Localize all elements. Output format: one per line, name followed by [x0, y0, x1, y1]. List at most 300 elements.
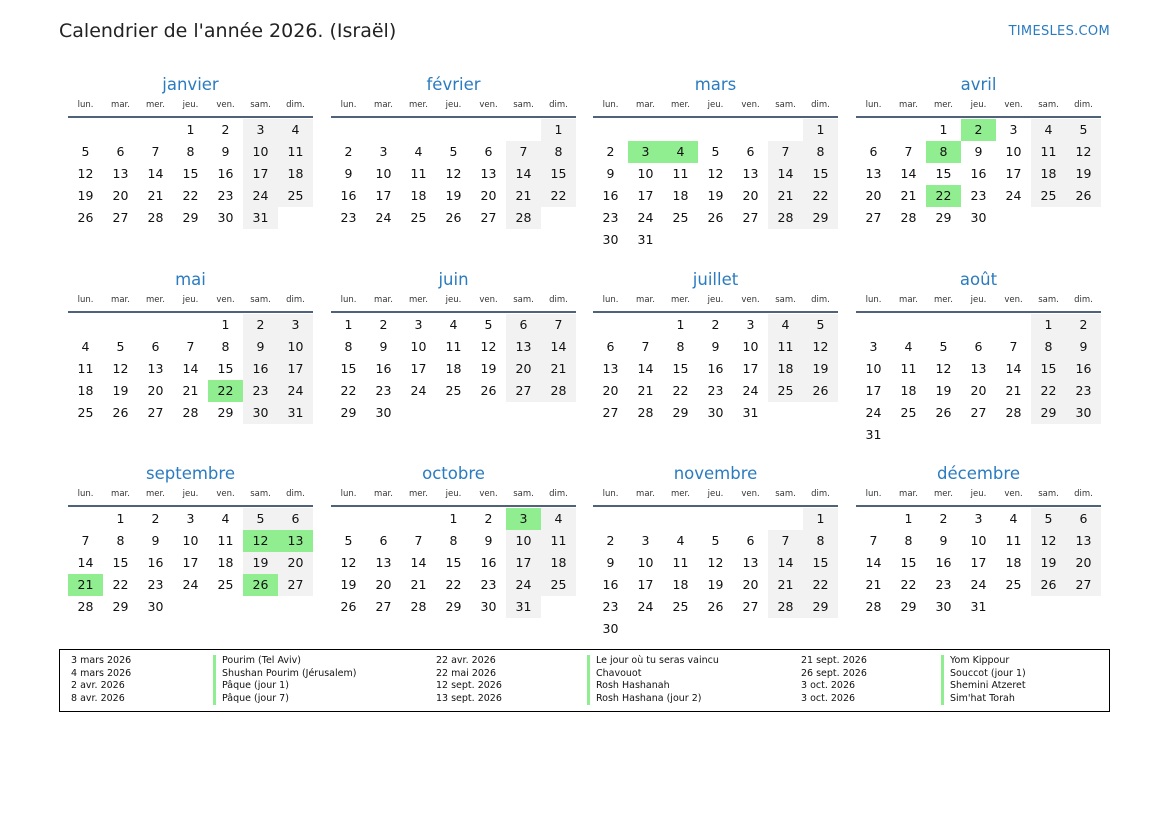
day-cell[interactable]: 10	[375, 166, 392, 181]
day-cell[interactable]: 27	[865, 210, 882, 225]
day-cell[interactable]: 16	[602, 188, 619, 203]
day-cell[interactable]: 13	[742, 555, 759, 570]
day-cell[interactable]: 3	[974, 511, 983, 526]
day-cell[interactable]: 9	[243, 336, 278, 358]
day-cell[interactable]: 15	[935, 166, 952, 181]
day-cell[interactable]: 30	[217, 210, 234, 225]
day-cell[interactable]: 13	[506, 336, 541, 358]
day-cell[interactable]: 7	[81, 533, 90, 548]
day-cell[interactable]: 20	[375, 577, 392, 592]
day-cell[interactable]: 8	[344, 339, 353, 354]
day-cell[interactable]: 9	[711, 339, 720, 354]
day-cell[interactable]: 8	[449, 533, 458, 548]
day-cell[interactable]: 2	[939, 511, 948, 526]
day-cell[interactable]: 29	[672, 405, 689, 420]
day-cell[interactable]: 15	[112, 555, 129, 570]
day-cell[interactable]: 23	[375, 383, 392, 398]
day-cell[interactable]: 10	[182, 533, 199, 548]
day-cell[interactable]: 26	[243, 574, 278, 596]
day-cell[interactable]: 2	[484, 511, 493, 526]
day-cell[interactable]: 13	[742, 166, 759, 181]
day-cell[interactable]: 8	[541, 141, 576, 163]
day-cell[interactable]: 16	[707, 361, 724, 376]
day-cell[interactable]: 25	[278, 185, 313, 207]
day-cell[interactable]: 7	[869, 533, 878, 548]
day-cell[interactable]: 28	[768, 596, 803, 618]
day-cell[interactable]: 18	[410, 188, 427, 203]
day-cell[interactable]: 11	[77, 361, 94, 376]
day-cell[interactable]: 11	[900, 361, 917, 376]
day-cell[interactable]: 23	[480, 577, 497, 592]
day-cell[interactable]: 11	[768, 336, 803, 358]
day-cell[interactable]: 25	[900, 405, 917, 420]
day-cell[interactable]: 26	[445, 210, 462, 225]
day-cell[interactable]: 21	[865, 577, 882, 592]
day-cell[interactable]: 20	[147, 383, 164, 398]
day-cell[interactable]: 25	[77, 405, 94, 420]
day-cell[interactable]: 6	[151, 339, 160, 354]
day-cell[interactable]: 22	[803, 185, 838, 207]
day-cell[interactable]: 2	[606, 533, 615, 548]
day-cell[interactable]: 17	[637, 188, 654, 203]
day-cell[interactable]: 18	[1005, 555, 1022, 570]
day-cell[interactable]: 7	[1009, 339, 1018, 354]
day-cell[interactable]: 4	[414, 144, 423, 159]
day-cell[interactable]: 18	[1031, 163, 1066, 185]
day-cell[interactable]: 27	[602, 405, 619, 420]
day-cell[interactable]: 1	[449, 511, 458, 526]
site-link[interactable]: TIMESLES.COM	[1008, 24, 1110, 39]
day-cell[interactable]: 16	[147, 555, 164, 570]
day-cell[interactable]: 23	[147, 577, 164, 592]
day-cell[interactable]: 18	[900, 383, 917, 398]
day-cell[interactable]: 5	[803, 314, 838, 336]
day-cell[interactable]: 5	[116, 339, 125, 354]
day-cell[interactable]: 14	[182, 361, 199, 376]
day-cell[interactable]: 12	[243, 530, 278, 552]
day-cell[interactable]: 8	[904, 533, 913, 548]
day-cell[interactable]: 11	[217, 533, 234, 548]
day-cell[interactable]: 8	[803, 141, 838, 163]
day-cell[interactable]: 20	[278, 552, 313, 574]
day-cell[interactable]: 19	[803, 358, 838, 380]
day-cell[interactable]: 24	[375, 210, 392, 225]
day-cell[interactable]: 25	[445, 383, 462, 398]
day-cell[interactable]: 2	[606, 144, 615, 159]
day-cell[interactable]: 14	[768, 552, 803, 574]
day-cell[interactable]: 20	[742, 577, 759, 592]
day-cell[interactable]: 17	[506, 552, 541, 574]
day-cell[interactable]: 10	[506, 530, 541, 552]
day-cell[interactable]: 28	[410, 599, 427, 614]
day-cell[interactable]: 4	[221, 511, 230, 526]
day-cell[interactable]: 5	[81, 144, 90, 159]
day-cell[interactable]: 4	[663, 141, 698, 163]
day-cell[interactable]: 15	[1031, 358, 1066, 380]
day-cell[interactable]: 14	[147, 166, 164, 181]
day-cell[interactable]: 2	[243, 314, 278, 336]
day-cell[interactable]: 2	[961, 119, 996, 141]
day-cell[interactable]: 19	[935, 383, 952, 398]
day-cell[interactable]: 28	[900, 210, 917, 225]
day-cell[interactable]: 2	[344, 144, 353, 159]
day-cell[interactable]: 15	[340, 361, 357, 376]
day-cell[interactable]: 19	[340, 577, 357, 592]
day-cell[interactable]: 27	[375, 599, 392, 614]
day-cell[interactable]: 29	[217, 405, 234, 420]
day-cell[interactable]: 14	[865, 555, 882, 570]
day-cell[interactable]: 14	[77, 555, 94, 570]
day-cell[interactable]: 10	[637, 555, 654, 570]
day-cell[interactable]: 30	[707, 405, 724, 420]
day-cell[interactable]: 23	[935, 577, 952, 592]
day-cell[interactable]: 28	[77, 599, 94, 614]
day-cell[interactable]: 26	[707, 599, 724, 614]
day-cell[interactable]: 5	[939, 339, 948, 354]
day-cell[interactable]: 30	[375, 405, 392, 420]
day-cell[interactable]: 21	[147, 188, 164, 203]
day-cell[interactable]: 17	[970, 555, 987, 570]
day-cell[interactable]: 3	[746, 317, 755, 332]
day-cell[interactable]: 11	[410, 166, 427, 181]
day-cell[interactable]: 13	[112, 166, 129, 181]
day-cell[interactable]: 10	[1005, 144, 1022, 159]
day-cell[interactable]: 1	[939, 122, 948, 137]
day-cell[interactable]: 9	[606, 166, 615, 181]
day-cell[interactable]: 5	[243, 508, 278, 530]
day-cell[interactable]: 29	[935, 210, 952, 225]
day-cell[interactable]: 24	[637, 210, 654, 225]
day-cell[interactable]: 18	[541, 552, 576, 574]
day-cell[interactable]: 13	[480, 166, 497, 181]
day-cell[interactable]: 25	[410, 210, 427, 225]
day-cell[interactable]: 17	[243, 163, 278, 185]
day-cell[interactable]: 7	[541, 314, 576, 336]
day-cell[interactable]: 31	[278, 402, 313, 424]
day-cell[interactable]: 23	[707, 383, 724, 398]
day-cell[interactable]: 9	[484, 533, 493, 548]
day-cell[interactable]: 12	[803, 336, 838, 358]
day-cell[interactable]: 31	[637, 232, 654, 247]
day-cell[interactable]: 22	[182, 188, 199, 203]
day-cell[interactable]: 7	[641, 339, 650, 354]
day-cell[interactable]: 13	[147, 361, 164, 376]
day-cell[interactable]: 4	[81, 339, 90, 354]
day-cell[interactable]: 3	[186, 511, 195, 526]
day-cell[interactable]: 23	[243, 380, 278, 402]
day-cell[interactable]: 5	[1066, 119, 1101, 141]
day-cell[interactable]: 21	[68, 574, 103, 596]
day-cell[interactable]: 7	[414, 533, 423, 548]
day-cell[interactable]: 29	[803, 207, 838, 229]
day-cell[interactable]: 12	[935, 361, 952, 376]
day-cell[interactable]: 24	[243, 185, 278, 207]
day-cell[interactable]: 12	[112, 361, 129, 376]
day-cell[interactable]: 27	[480, 210, 497, 225]
day-cell[interactable]: 9	[939, 533, 948, 548]
day-cell[interactable]: 24	[182, 577, 199, 592]
day-cell[interactable]: 15	[217, 361, 234, 376]
day-cell[interactable]: 2	[711, 317, 720, 332]
day-cell[interactable]: 6	[1066, 508, 1101, 530]
day-cell[interactable]: 16	[217, 166, 234, 181]
day-cell[interactable]: 19	[77, 188, 94, 203]
day-cell[interactable]: 19	[1066, 163, 1101, 185]
day-cell[interactable]: 14	[541, 336, 576, 358]
day-cell[interactable]: 21	[410, 577, 427, 592]
day-cell[interactable]: 11	[672, 555, 689, 570]
day-cell[interactable]: 14	[410, 555, 427, 570]
day-cell[interactable]: 30	[602, 621, 619, 636]
day-cell[interactable]: 16	[1066, 358, 1101, 380]
day-cell[interactable]: 8	[676, 339, 685, 354]
day-cell[interactable]: 11	[278, 141, 313, 163]
day-cell[interactable]: 15	[900, 555, 917, 570]
day-cell[interactable]: 9	[606, 555, 615, 570]
day-cell[interactable]: 9	[221, 144, 230, 159]
day-cell[interactable]: 22	[900, 577, 917, 592]
day-cell[interactable]: 6	[746, 533, 755, 548]
day-cell[interactable]: 18	[217, 555, 234, 570]
day-cell[interactable]: 27	[742, 210, 759, 225]
day-cell[interactable]: 30	[935, 599, 952, 614]
day-cell[interactable]: 24	[506, 574, 541, 596]
day-cell[interactable]: 2	[221, 122, 230, 137]
day-cell[interactable]: 25	[541, 574, 576, 596]
day-cell[interactable]: 26	[112, 405, 129, 420]
day-cell[interactable]: 4	[1009, 511, 1018, 526]
day-cell[interactable]: 18	[768, 358, 803, 380]
day-cell[interactable]: 12	[340, 555, 357, 570]
day-cell[interactable]: 7	[151, 144, 160, 159]
day-cell[interactable]: 11	[541, 530, 576, 552]
day-cell[interactable]: 20	[602, 383, 619, 398]
day-cell[interactable]: 26	[935, 405, 952, 420]
day-cell[interactable]: 13	[1066, 530, 1101, 552]
day-cell[interactable]: 3	[628, 141, 663, 163]
day-cell[interactable]: 11	[672, 166, 689, 181]
day-cell[interactable]: 6	[869, 144, 878, 159]
day-cell[interactable]: 4	[1031, 119, 1066, 141]
day-cell[interactable]: 30	[970, 210, 987, 225]
day-cell[interactable]: 22	[208, 380, 243, 402]
day-cell[interactable]: 22	[340, 383, 357, 398]
day-cell[interactable]: 28	[182, 405, 199, 420]
day-cell[interactable]: 27	[1066, 574, 1101, 596]
day-cell[interactable]: 25	[768, 380, 803, 402]
day-cell[interactable]: 5	[711, 144, 720, 159]
day-cell[interactable]: 16	[602, 577, 619, 592]
day-cell[interactable]: 27	[506, 380, 541, 402]
day-cell[interactable]: 24	[865, 405, 882, 420]
day-cell[interactable]: 21	[900, 188, 917, 203]
day-cell[interactable]: 5	[449, 144, 458, 159]
day-cell[interactable]: 17	[865, 383, 882, 398]
day-cell[interactable]: 12	[445, 166, 462, 181]
day-cell[interactable]: 29	[1031, 402, 1066, 424]
day-cell[interactable]: 19	[1031, 552, 1066, 574]
day-cell[interactable]: 14	[768, 163, 803, 185]
day-cell[interactable]: 20	[1066, 552, 1101, 574]
day-cell[interactable]: 26	[707, 210, 724, 225]
day-cell[interactable]: 16	[243, 358, 278, 380]
day-cell[interactable]: 19	[480, 361, 497, 376]
day-cell[interactable]: 1	[541, 119, 576, 141]
day-cell[interactable]: 13	[970, 361, 987, 376]
day-cell[interactable]: 11	[1031, 141, 1066, 163]
day-cell[interactable]: 25	[217, 577, 234, 592]
day-cell[interactable]: 24	[637, 599, 654, 614]
day-cell[interactable]: 24	[742, 383, 759, 398]
day-cell[interactable]: 5	[711, 533, 720, 548]
day-cell[interactable]: 31	[742, 405, 759, 420]
day-cell[interactable]: 6	[506, 314, 541, 336]
day-cell[interactable]: 22	[672, 383, 689, 398]
day-cell[interactable]: 27	[112, 210, 129, 225]
day-cell[interactable]: 1	[116, 511, 125, 526]
day-cell[interactable]: 17	[637, 577, 654, 592]
day-cell[interactable]: 17	[1005, 166, 1022, 181]
day-cell[interactable]: 4	[904, 339, 913, 354]
day-cell[interactable]: 31	[970, 599, 987, 614]
day-cell[interactable]: 1	[221, 317, 230, 332]
day-cell[interactable]: 17	[278, 358, 313, 380]
day-cell[interactable]: 21	[768, 574, 803, 596]
day-cell[interactable]: 27	[970, 405, 987, 420]
day-cell[interactable]: 7	[768, 141, 803, 163]
day-cell[interactable]: 1	[344, 317, 353, 332]
day-cell[interactable]: 6	[278, 508, 313, 530]
day-cell[interactable]: 13	[865, 166, 882, 181]
day-cell[interactable]: 12	[77, 166, 94, 181]
day-cell[interactable]: 21	[637, 383, 654, 398]
day-cell[interactable]: 26	[480, 383, 497, 398]
day-cell[interactable]: 13	[278, 530, 313, 552]
day-cell[interactable]: 8	[926, 141, 961, 163]
day-cell[interactable]: 8	[803, 530, 838, 552]
day-cell[interactable]: 1	[803, 119, 838, 141]
day-cell[interactable]: 22	[1031, 380, 1066, 402]
day-cell[interactable]: 17	[182, 555, 199, 570]
day-cell[interactable]: 28	[865, 599, 882, 614]
day-cell[interactable]: 27	[742, 599, 759, 614]
day-cell[interactable]: 10	[865, 361, 882, 376]
day-cell[interactable]: 4	[449, 317, 458, 332]
day-cell[interactable]: 30	[1066, 402, 1101, 424]
day-cell[interactable]: 17	[375, 188, 392, 203]
day-cell[interactable]: 16	[970, 166, 987, 181]
day-cell[interactable]: 5	[1031, 508, 1066, 530]
day-cell[interactable]: 20	[506, 358, 541, 380]
day-cell[interactable]: 22	[926, 185, 961, 207]
day-cell[interactable]: 31	[865, 427, 882, 442]
day-cell[interactable]: 20	[865, 188, 882, 203]
day-cell[interactable]: 29	[182, 210, 199, 225]
day-cell[interactable]: 21	[768, 185, 803, 207]
day-cell[interactable]: 24	[1005, 188, 1022, 203]
day-cell[interactable]: 22	[541, 185, 576, 207]
day-cell[interactable]: 28	[1005, 405, 1022, 420]
day-cell[interactable]: 8	[116, 533, 125, 548]
day-cell[interactable]: 8	[1031, 336, 1066, 358]
day-cell[interactable]: 18	[77, 383, 94, 398]
day-cell[interactable]: 26	[1031, 574, 1066, 596]
day-cell[interactable]: 26	[340, 599, 357, 614]
day-cell[interactable]: 12	[1066, 141, 1101, 163]
day-cell[interactable]: 9	[151, 533, 160, 548]
day-cell[interactable]: 14	[637, 361, 654, 376]
day-cell[interactable]: 13	[602, 361, 619, 376]
day-cell[interactable]: 8	[221, 339, 230, 354]
day-cell[interactable]: 12	[707, 555, 724, 570]
day-cell[interactable]: 24	[410, 383, 427, 398]
day-cell[interactable]: 16	[340, 188, 357, 203]
day-cell[interactable]: 23	[970, 188, 987, 203]
day-cell[interactable]: 12	[1031, 530, 1066, 552]
day-cell[interactable]: 2	[379, 317, 388, 332]
day-cell[interactable]: 3	[278, 314, 313, 336]
day-cell[interactable]: 22	[112, 577, 129, 592]
day-cell[interactable]: 27	[278, 574, 313, 596]
day-cell[interactable]: 26	[1066, 185, 1101, 207]
day-cell[interactable]: 4	[278, 119, 313, 141]
day-cell[interactable]: 6	[974, 339, 983, 354]
day-cell[interactable]: 19	[707, 577, 724, 592]
day-cell[interactable]: 6	[484, 144, 493, 159]
day-cell[interactable]: 12	[707, 166, 724, 181]
day-cell[interactable]: 19	[707, 188, 724, 203]
day-cell[interactable]: 2	[151, 511, 160, 526]
day-cell[interactable]: 23	[340, 210, 357, 225]
day-cell[interactable]: 3	[869, 339, 878, 354]
day-cell[interactable]: 3	[641, 533, 650, 548]
day-cell[interactable]: 19	[445, 188, 462, 203]
day-cell[interactable]: 10	[970, 533, 987, 548]
day-cell[interactable]: 1	[1031, 314, 1066, 336]
day-cell[interactable]: 20	[480, 188, 497, 203]
day-cell[interactable]: 20	[742, 188, 759, 203]
day-cell[interactable]: 15	[541, 163, 576, 185]
day-cell[interactable]: 14	[1005, 361, 1022, 376]
day-cell[interactable]: 25	[1005, 577, 1022, 592]
day-cell[interactable]: 20	[970, 383, 987, 398]
day-cell[interactable]: 17	[410, 361, 427, 376]
day-cell[interactable]: 4	[768, 314, 803, 336]
day-cell[interactable]: 4	[541, 508, 576, 530]
day-cell[interactable]: 18	[672, 577, 689, 592]
day-cell[interactable]: 10	[278, 336, 313, 358]
day-cell[interactable]: 24	[278, 380, 313, 402]
day-cell[interactable]: 28	[768, 207, 803, 229]
day-cell[interactable]: 30	[243, 402, 278, 424]
day-cell[interactable]: 10	[410, 339, 427, 354]
day-cell[interactable]: 21	[541, 358, 576, 380]
day-cell[interactable]: 23	[217, 188, 234, 203]
day-cell[interactable]: 18	[278, 163, 313, 185]
day-cell[interactable]: 22	[803, 574, 838, 596]
day-cell[interactable]: 15	[803, 552, 838, 574]
day-cell[interactable]: 11	[1005, 533, 1022, 548]
day-cell[interactable]: 30	[480, 599, 497, 614]
day-cell[interactable]: 4	[676, 533, 685, 548]
day-cell[interactable]: 25	[672, 210, 689, 225]
day-cell[interactable]: 31	[243, 207, 278, 229]
day-cell[interactable]: 3	[414, 317, 423, 332]
day-cell[interactable]: 16	[935, 555, 952, 570]
day-cell[interactable]: 30	[602, 232, 619, 247]
day-cell[interactable]: 5	[344, 533, 353, 548]
day-cell[interactable]: 21	[182, 383, 199, 398]
